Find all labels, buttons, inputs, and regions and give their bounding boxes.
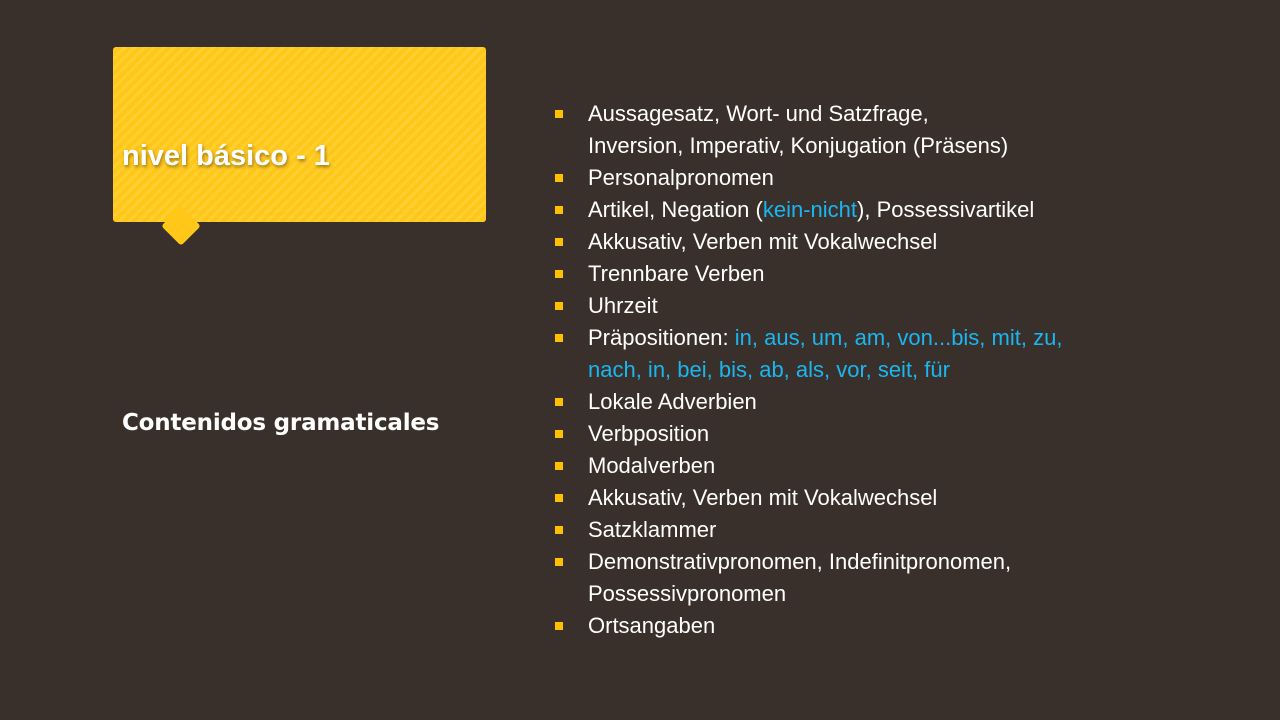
square-bullet-icon <box>555 302 563 310</box>
topic-text: Artikel, Negation ( <box>588 197 763 222</box>
square-bullet-icon <box>555 622 563 630</box>
square-bullet-icon <box>555 526 563 534</box>
square-bullet-icon <box>555 110 563 118</box>
topic-text-continued: Inversion, Imperativ, Konjugation (Präsens) <box>588 133 1009 158</box>
topic-item <box>553 290 1133 322</box>
highlighted-text: in, aus, um, am, von...bis, mit, zu, <box>734 325 1063 350</box>
topic-item <box>553 226 1133 258</box>
square-bullet-icon <box>555 270 563 278</box>
square-bullet-icon <box>555 174 563 182</box>
topic-text: Ortsangaben <box>588 613 716 638</box>
topic-item <box>553 482 1133 514</box>
topic-text: Uhrzeit <box>588 293 658 318</box>
topic-text: Trennbare Verben <box>588 261 765 286</box>
topic-text: Modalverben <box>588 453 716 478</box>
square-bullet-icon <box>555 206 563 214</box>
topic-item <box>553 258 1133 290</box>
square-bullet-icon <box>555 238 563 246</box>
topic-text: Demonstrativpronomen, Indefinitpronomen, <box>588 549 1012 574</box>
topic-item <box>553 418 1133 450</box>
title-callout-box <box>113 47 486 222</box>
square-bullet-icon <box>555 430 563 438</box>
topic-item <box>553 386 1133 418</box>
topic-text: Aussagesatz, Wort- und Satzfrage, <box>588 101 929 126</box>
square-bullet-icon <box>555 334 563 342</box>
topic-text: Verbposition <box>588 421 710 446</box>
topic-item <box>553 514 1133 546</box>
topic-text: Akkusativ, Verben mit Vokalwechsel <box>588 485 938 510</box>
square-bullet-icon <box>555 494 563 502</box>
slide-subtitle: Contenidos gramaticales <box>122 410 440 436</box>
slide-title: nivel básico - 1 <box>122 140 330 172</box>
topic-item <box>553 98 1133 162</box>
topic-item <box>553 546 1133 610</box>
grammar-topic-list <box>553 98 1133 642</box>
topic-text-tail: ), Possessivartikel <box>857 197 1035 222</box>
topic-text: Satzklammer <box>588 517 717 542</box>
highlighted-text-continued: nach, in, bei, bis, ab, als, vor, seit, für <box>588 357 950 382</box>
topic-item <box>553 162 1133 194</box>
topic-text: Akkusativ, Verben mit Vokalwechsel <box>588 229 938 254</box>
square-bullet-icon <box>555 558 563 566</box>
square-bullet-icon <box>555 398 563 406</box>
topic-item <box>553 610 1133 642</box>
topic-text: Personalpronomen <box>588 165 774 190</box>
topic-item <box>553 450 1133 482</box>
highlighted-text: kein-nicht <box>762 197 858 222</box>
topic-text: Präpositionen: <box>588 325 735 350</box>
square-bullet-icon <box>555 462 563 470</box>
topic-text: Lokale Adverbien <box>588 389 757 414</box>
topic-text-continued: Possessivpronomen <box>588 581 787 606</box>
topic-item <box>553 194 1133 226</box>
topic-item <box>553 322 1133 386</box>
